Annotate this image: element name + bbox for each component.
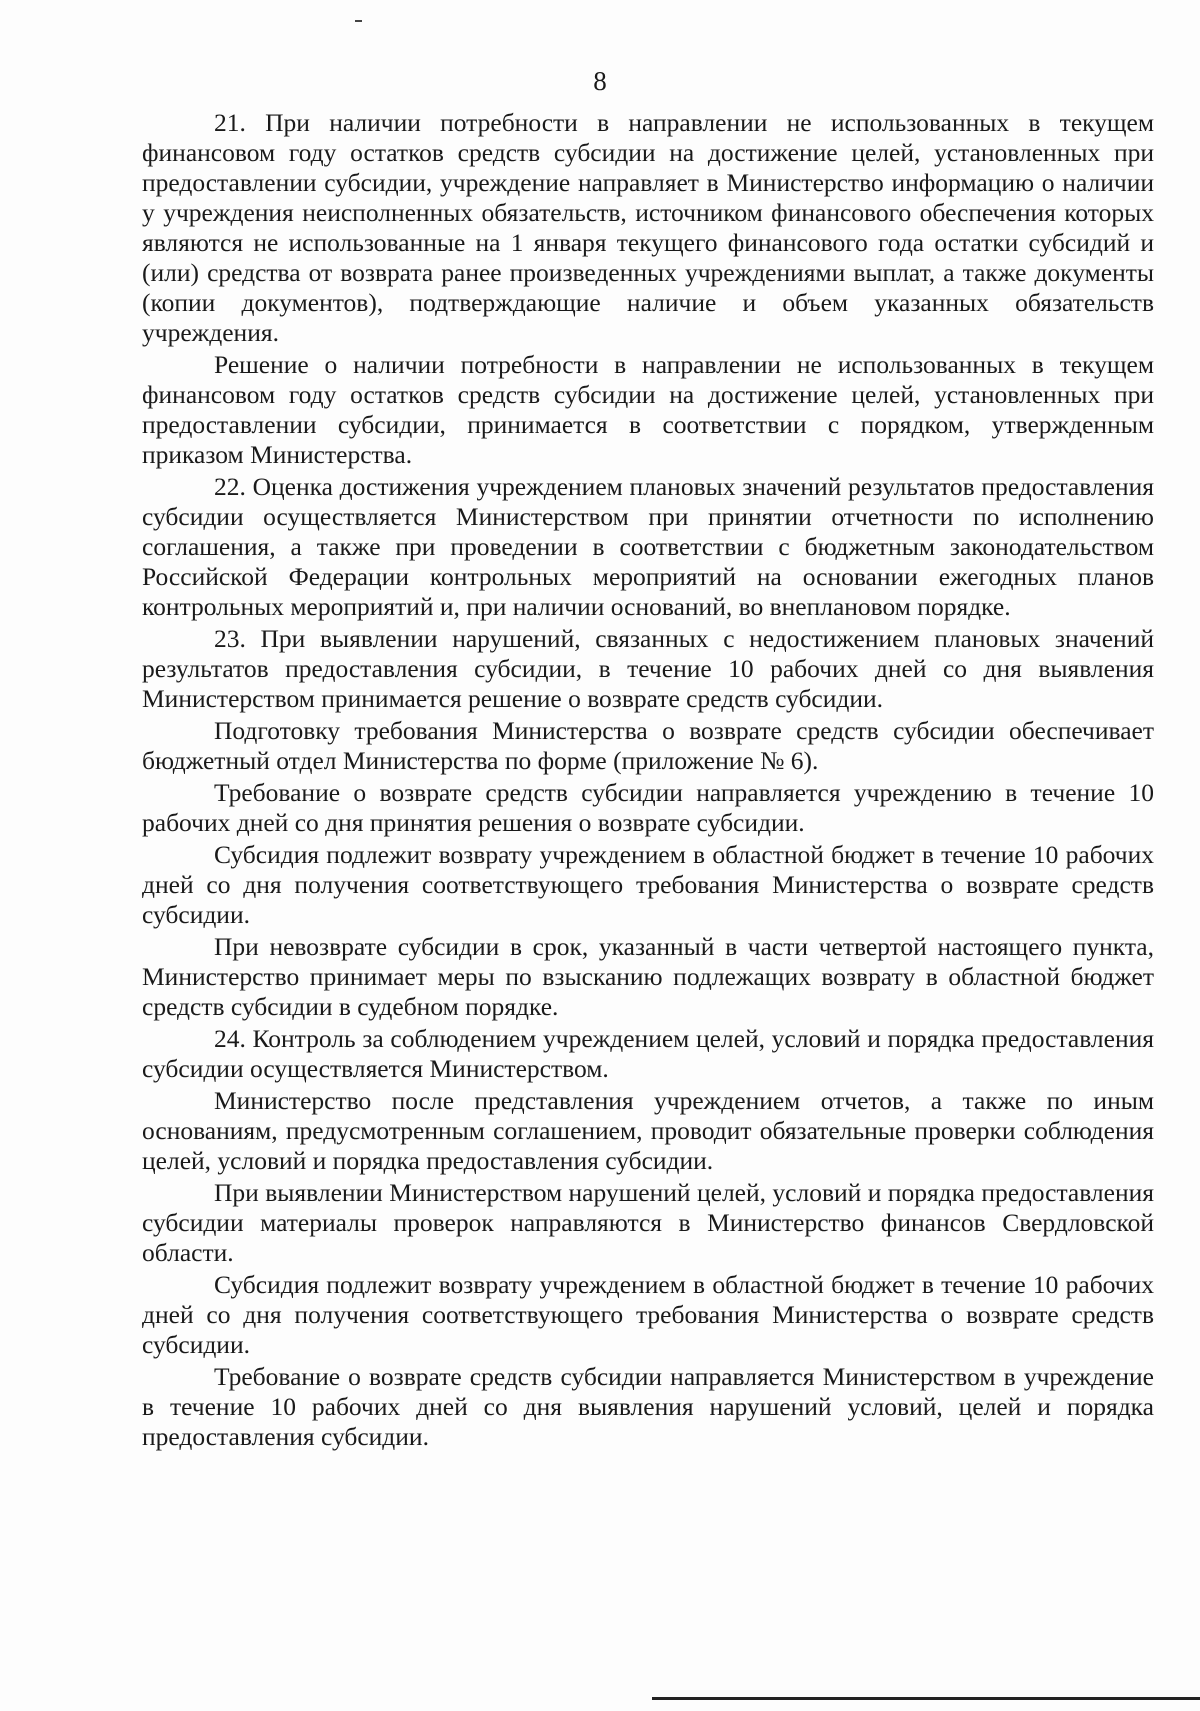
paragraph-23-non-refund: При невозврате субсидии в срок, указанный в части четвертой настоящего пункта, Министерство принимает меры по взысканию подлежащих возврату в областной бюджет средств субсидии в судебном порядке. — [142, 932, 1154, 1021]
paragraph-21-decision: Решение о наличии потребности в направлении не использованных в текущем финансовом году остатков средств субсидии на достижение целей, установленных при предоставлении субсидии, принимается в соответствии с порядком, утвержденным приказом Министерства. — [142, 350, 1154, 469]
paragraph-23-refund: Субсидия подлежит возврату учреждением в областной бюджет в течение 10 рабочих дней со дня получения соответствующего требования Министерства о возврате средств субсидии. — [142, 840, 1154, 929]
paragraph-24-violations: При выявлении Министерством нарушений целей, условий и порядка предоставления субсидии материалы проверок направляются в Министерство финансов Свердловской области. — [142, 1178, 1154, 1267]
paragraph-21: 21. При наличии потребности в направлении не использованных в текущем финансовом году остатков средств субсидии на достижение целей, установленных при предоставлении субсидии, учреждение направляет в Министерство информацию о наличии у учреждения неисполненных обязательств, источником финансового обеспечения которых являются не использованные на 1 января текущего финансового года остатки субсидий и (или) средства от возврата ранее произведенных учреждениями выплат, а также документы (копии документов), подтверждающие наличие и объем указанных обязательств учреждения. — [142, 108, 1154, 347]
paragraph-23-requirement-sending: Требование о возврате средств субсидии направляется учреждению в течение 10 рабочих дней со дня принятия решения о возврате субсидии. — [142, 778, 1154, 837]
page-number: 8 — [593, 66, 607, 96]
document-body — [142, 108, 1154, 1454]
paragraph-24-inspections: Министерство после представления учреждением отчетов, а также по иным основаниям, предусмотренным соглашением, проводит обязательные проверки соблюдения целей, условий и порядка предоставления субсидии. — [142, 1086, 1154, 1175]
bottom-edge-line — [652, 1697, 1200, 1700]
paragraph-24-requirement: Требование о возврате средств субсидии направляется Министерством в учреждение в течение 10 рабочих дней со дня выявления нарушений условий, целей и порядка предоставления субсидии. — [142, 1362, 1154, 1451]
paragraph-22: 22. Оценка достижения учреждением плановых значений результатов предоставления субсидии осуществляется Министерством при принятии отчетности по исполнению соглашения, а также при проведении в соответствии с бюджетным законодательством Российской Федерации контрольных мероприятий на основании ежегодных планов контрольных мероприятий и, при наличии оснований, во внеплановом порядке. — [142, 472, 1154, 621]
paragraph-24-refund: Субсидия подлежит возврату учреждением в областной бюджет в течение 10 рабочих дней со дня получения соответствующего требования Министерства о возврате средств субсидии. — [142, 1270, 1154, 1359]
scan-mark — [355, 20, 362, 22]
paragraph-23-requirement-preparation: Подготовку требования Министерства о возврате средств субсидии обеспечивает бюджетный отдел Министерства по форме (приложение № 6). — [142, 716, 1154, 775]
paragraph-23: 23. При выявлении нарушений, связанных с недостижением плановых значений результатов предоставления субсидии, в течение 10 рабочих дней со дня выявления Министерством принимается решение о возврате средств субсидии. — [142, 624, 1154, 713]
paragraph-24: 24. Контроль за соблюдением учреждением целей, условий и порядка предоставления субсидии осуществляется Министерством. — [142, 1024, 1154, 1083]
